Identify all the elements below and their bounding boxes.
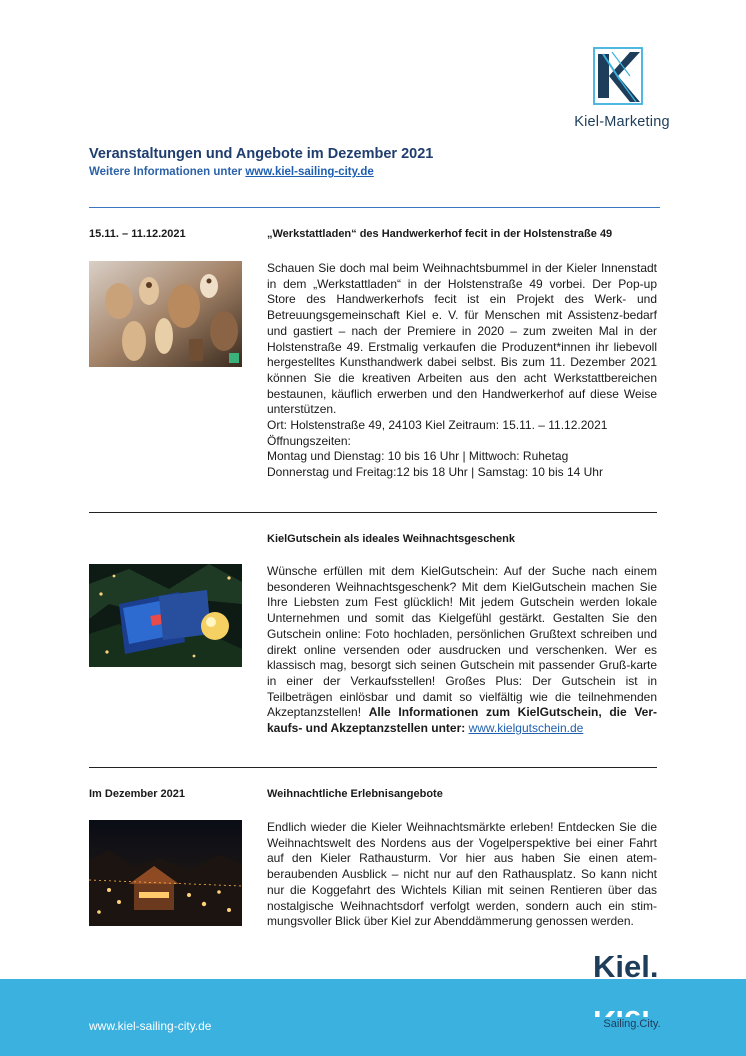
voucher-link[interactable]: www.kielgutschein.de bbox=[468, 721, 584, 736]
event-body bbox=[267, 261, 657, 481]
section-divider bbox=[89, 767, 657, 768]
voucher-info-bold: Alle Informationen zum KielGutschein, die Ver-kaufs- und Akzeptanzstellen unter: bbox=[267, 705, 658, 736]
event-heading: Weihnachtliche Erlebnisangebote bbox=[267, 788, 443, 800]
page-title: Veranstaltungen und Angebote im Dezember 2021 bbox=[89, 146, 434, 162]
kiel-logo-icon bbox=[591, 947, 673, 1017]
voucher-description: Wünsche erfüllen mit dem KielGutschein: Auf der Suche nach einem besonderen Weihnachtsgeschenk? Mit dem KielGutschein machen Sie Ihre Liebsten zum Fest glücklich! Mit jedem Gutschein werden lokale Unternehmen und somit das Kielgefühl gestärkt. Gestalten Sie den Gutschein online: Foto hochladen, persönlichen Grußtext schreiben und direkt online versenden oder ausdrucken und verschenken. Wer es klassisch mag, besorgt sich seinen Gutschein mit passender Gruß-karte in einer der Verkaufsstellen! Großes Plus: Der Gutschein ist in Teilbeträgen einlösbar und damit so vielfältig wie die teilnehmenden Akzeptanzstellen! bbox=[267, 564, 657, 720]
page-subtitle bbox=[89, 166, 374, 178]
wooden-figures-photo bbox=[89, 261, 242, 367]
event-heading: KielGutschein als ideales Weihnachtsgeschenk bbox=[267, 533, 515, 545]
section-divider bbox=[89, 512, 657, 513]
event-date: 15.11. – 11.12.2021 bbox=[89, 228, 186, 240]
logo-line2 bbox=[593, 1004, 650, 1017]
event-date: Im Dezember 2021 bbox=[89, 788, 185, 800]
header-divider bbox=[89, 207, 660, 208]
brand-name: Kiel-Marketing bbox=[574, 114, 670, 130]
subtitle-prefix: Weitere Informationen unter bbox=[89, 166, 246, 178]
event-heading: „Werkstattladen“ des Handwerkerhof fecit in der Holstenstraße 49 bbox=[267, 228, 613, 240]
footer-url[interactable]: www.kiel-sailing-city.de bbox=[89, 1019, 212, 1033]
kiel-sailing-city-logo bbox=[591, 947, 673, 1037]
opening-hours-line: Donnerstag und Freitag:12 bis 18 Uhr | Samstag: 10 bis 14 Uhr bbox=[267, 465, 603, 480]
website-link[interactable]: www.kiel-sailing-city.de bbox=[245, 166, 374, 178]
logo-line1: Kiel. bbox=[593, 949, 659, 984]
event-body bbox=[267, 820, 657, 930]
logo-tagline: Sailing.City. bbox=[603, 1018, 661, 1030]
k-logo-icon bbox=[590, 46, 648, 106]
kiel-marketing-logo bbox=[566, 46, 678, 136]
event-description: Endlich wieder die Kieler Weihnachtsmärkte erleben! Entdecken Sie die Weihnachtswelt des Nordens aus der Vogelperspektive bei einer Fahrt auf den Kieler Rathausturm. Vor hier aus haben Sie einen atem-beraubenden Ausblick – nicht nur auf den Rathausplatz. So kann nicht nur die Koggefahrt des Wichtels Kilian mit seinen Rentieren über das nostalgische Weihnachtsdorf verfolgt werden, sondern auch ein stim-mungsvoller Blick über Kiel zur Abenddämmerung genossen werden. bbox=[267, 820, 657, 929]
event-description: Schauen Sie doch mal beim Weihnachtsbummel in der Kieler Innenstadt in dem „Werkstattladen“ in der Holstenstraße 49 vorbei. Der Pop-up Store des Handwerkerhofs fecit ist ein Projekt des Werk- und Betreuungsgemeinschaft Kiel e. V. für Menschen mit Assistenz-bedarf und gastiert – nach der Premiere in 2020 – zum zweiten Mal in der Holstenstraße 49. Erstmalig verkaufen die Produzent*innen ihr liebevoll hergestelltes Kunsthandwerk dabei selbst. Bis zum 11. Dezember 2021 können Sie die kreativen Arbeiten aus den acht Werkstattbereichen bestaunen, käuflich erwerben und den Handwerkerhof auf diese Weise unterstützen. bbox=[267, 261, 657, 417]
event-body bbox=[267, 564, 657, 737]
christmas-market-night-photo bbox=[89, 820, 242, 926]
event-description bbox=[267, 564, 657, 737]
event-location: Ort: Holstenstraße 49, 24103 Kiel Zeitraum: 15.11. – 11.12.2021 bbox=[267, 418, 608, 433]
gift-voucher-photo bbox=[89, 564, 242, 667]
opening-hours-label: Öffnungszeiten: bbox=[267, 433, 351, 448]
opening-hours-line: Montag und Dienstag: 10 bis 16 Uhr | Mittwoch: Ruhetag bbox=[267, 449, 569, 464]
